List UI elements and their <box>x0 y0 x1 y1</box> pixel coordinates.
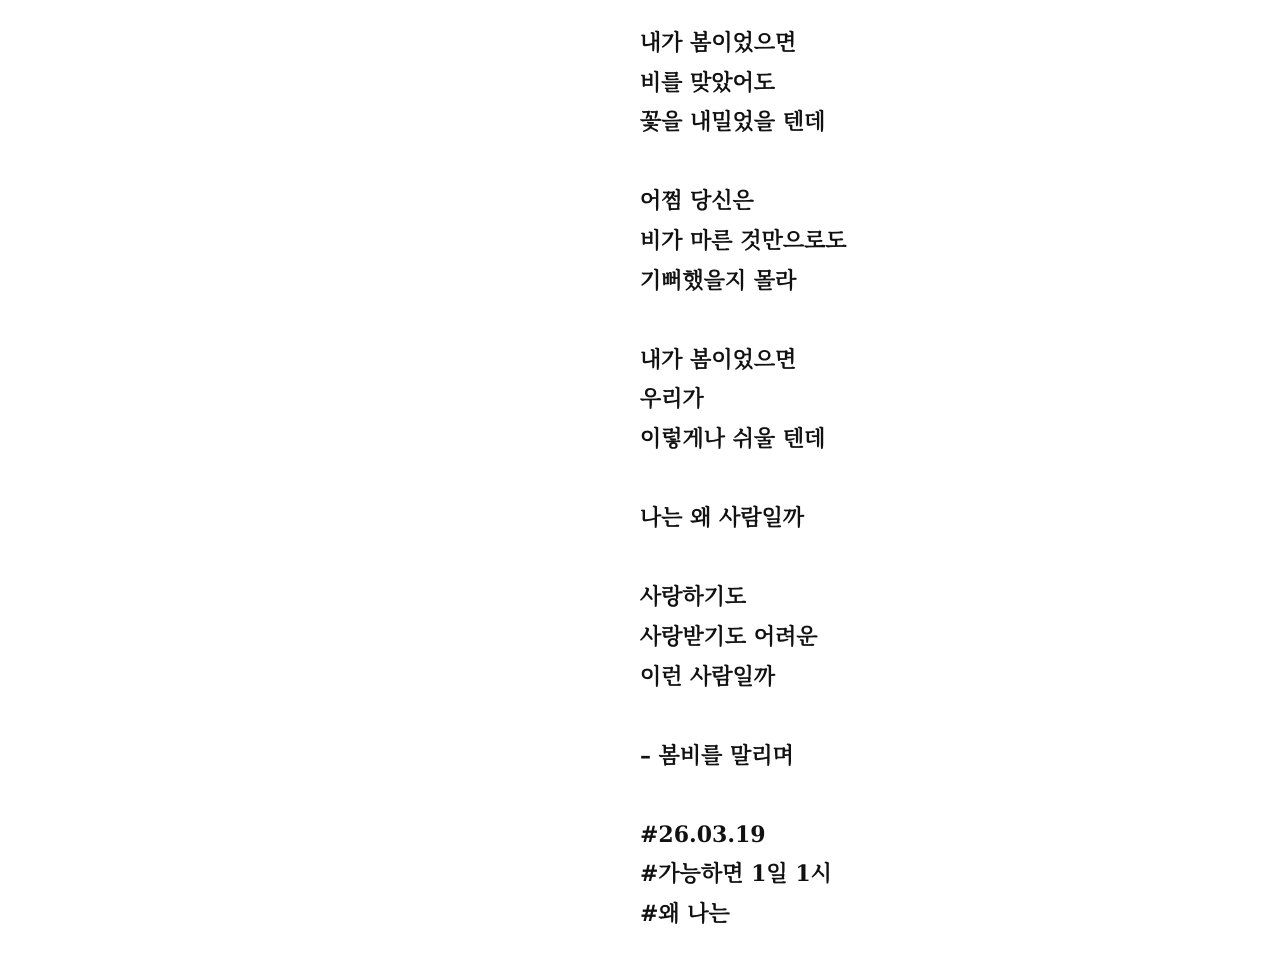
poem-line: 우리가 <box>640 386 704 413</box>
stanza-4 <box>640 499 1240 539</box>
poem-line: 꽃을 내밀었을 텐데 <box>640 109 826 136</box>
poem-text <box>640 24 1240 935</box>
poem-line: 내가 봄이었으면 <box>640 30 797 56</box>
stanza-1 <box>640 24 1240 143</box>
poem-line: 기뻐했을지 몰라 <box>640 267 797 294</box>
poem-line: 나는 왜 사람일까 <box>640 505 805 532</box>
poem-line: 비가 마른 것만으로도 <box>640 227 847 254</box>
poem-line: 이렇게나 쉬울 텐데 <box>640 425 826 452</box>
hashtag-list <box>640 816 1240 935</box>
hashtag[interactable]: #26.03.19 <box>640 821 766 848</box>
stanza-3 <box>640 341 1240 460</box>
hashtag[interactable]: #가능하면 1일 1시 <box>640 861 832 888</box>
poem-line: 사랑하기도 <box>640 584 747 611</box>
stanza-break <box>640 460 1240 500</box>
signature: – 봄비를 말리며 <box>640 742 794 769</box>
poem-line: 사랑받기도 어려운 <box>640 623 818 650</box>
poem-line: 이런 사람일까 <box>640 663 776 690</box>
stanza-break <box>640 697 1240 737</box>
stanza-break <box>640 301 1240 341</box>
stanza-break <box>640 143 1240 183</box>
stanza-break <box>640 776 1240 816</box>
hashtag[interactable]: #왜 나는 <box>640 901 730 928</box>
stanza-2 <box>640 182 1240 301</box>
poem-line: 내가 봄이었으면 <box>640 346 797 373</box>
poem-line: 비를 맞았어도 <box>640 69 776 96</box>
poem-line: 어쩜 당신은 <box>640 188 754 215</box>
stanza-break <box>640 539 1240 579</box>
stanza-5 <box>640 578 1240 697</box>
